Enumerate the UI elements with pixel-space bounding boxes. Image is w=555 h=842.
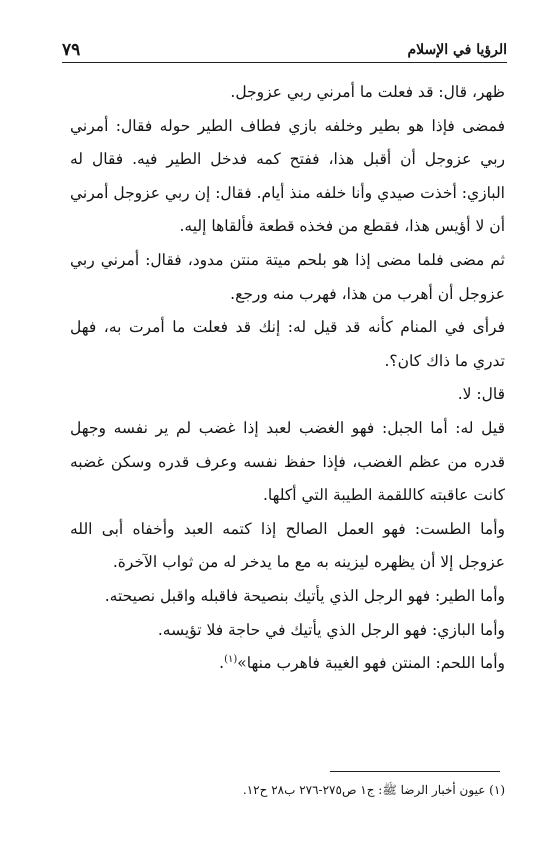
- paragraph-last: [70, 647, 505, 681]
- body-text: [70, 76, 505, 681]
- paragraph: قيل له: أما الجبل: فهو الغضب لعبد إذا غضب لم ير نفسه وجهل قدره من عظم الغضب، فإذا حفظ نفسه وعرف قدره وسكن غضبه كانت عاقبته كاللقمة الطيبة التي أكلها.: [70, 418, 505, 505]
- paragraph: وأما البازي: فهو الرجل الذي يأتيك في حاجة فلا تؤيسه.: [157, 620, 505, 639]
- footnote: (١) عيون أخبار الرضا ﷺ: ج١ ص٢٧٥-٢٧٦ ب٢٨ ح١٢.: [242, 783, 505, 797]
- paragraph: وأما الطير: فهو الرجل الذي يأتيك بنصيحة فاقبله واقبل نصيحته.: [104, 586, 505, 605]
- paragraph-last-end: .: [219, 654, 225, 673]
- page-number: ٧٩: [62, 40, 81, 60]
- paragraph-last-text: وأما اللحم: المنتن فهو الغيبة فاهرب منها»: [237, 654, 505, 673]
- footnote-marker[interactable]: (١): [224, 653, 238, 665]
- paragraph: قال: لا.: [457, 385, 505, 404]
- running-header: [62, 34, 507, 63]
- paragraph: فمضى فإذا هو بطير وخلفه بازي فطاف الطير حوله فقال: أمرني ربي عزوجل أن أقبل هذا، ففتح كمه فدخل الطير فيه. فقال له البازي: أخذت صيدي وأنا خلفه منذ أيام. فقال: إن ربي عزوجل أمرني أن لا أؤيس هذا، فقطع من فخذه قطعة فألقاها إليه.: [70, 116, 505, 236]
- paragraph: ظهر، قال: قد فعلت ما أمرني ربي عزوجل.: [230, 83, 505, 101]
- footnote-divider: [330, 771, 500, 772]
- running-title: الرؤيا في الإسلام: [407, 42, 507, 58]
- paragraph: وأما الطست: فهو العمل الصالح إذا كتمه العبد وأخفاه أبى الله عزوجل إلا أن يظهره ليزينه به مع ما يدخر له من ثواب الآخرة.: [70, 519, 505, 572]
- paragraph: ثم مضى فلما مضى إذا هو بلحم ميتة منتن مدود، فقال: أمرني ربي عزوجل أن أهرب من هذا، فهرب منه ورجع.: [70, 250, 505, 303]
- paragraph: فرأى في المنام كأنه قد قيل له: إنك قد فعلت ما أمرت به، فهل تدري ما ذاك كان؟.: [70, 318, 505, 370]
